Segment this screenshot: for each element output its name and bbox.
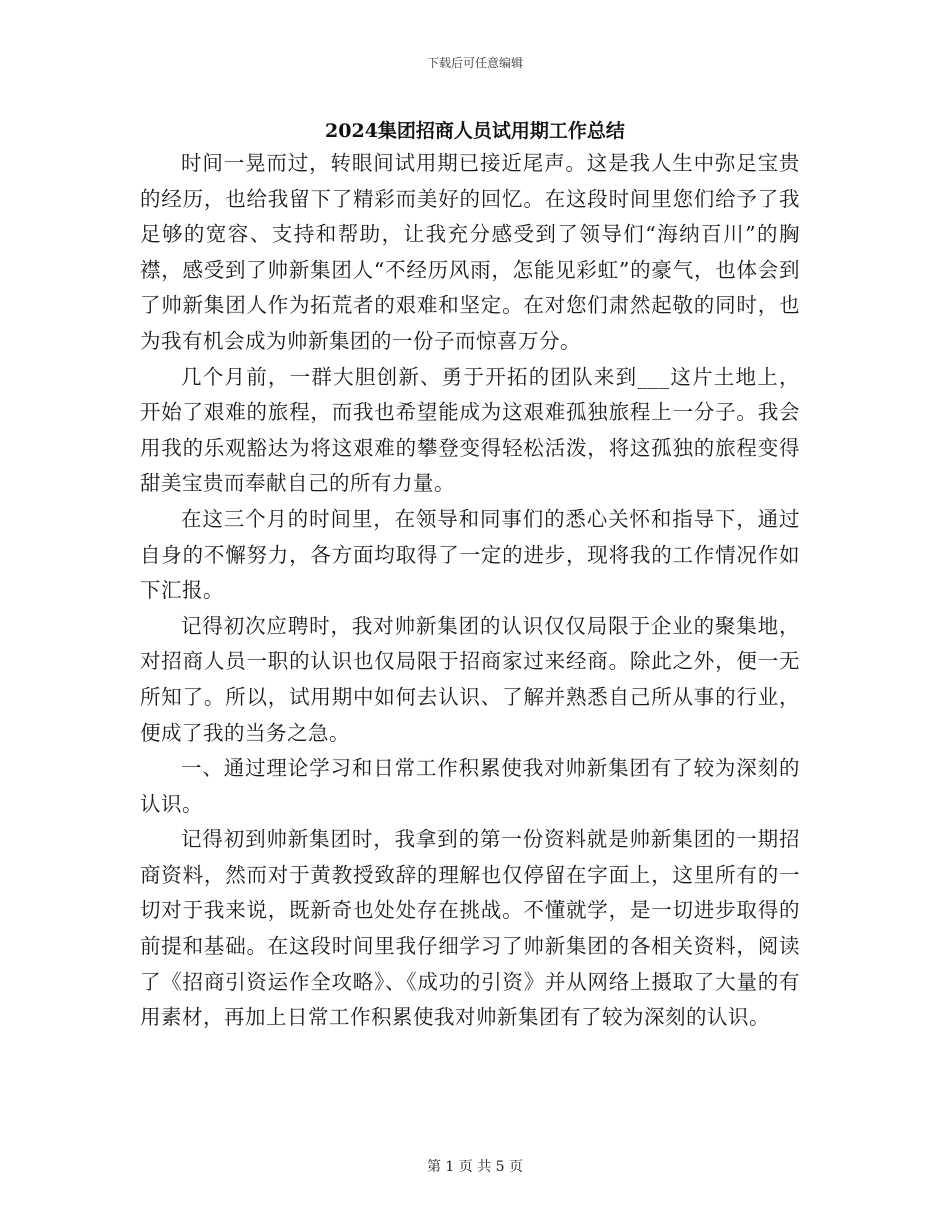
section-heading-1: 一、通过理论学习和日常工作积累使我对帅新集团有了较为深刻的认识。 [140,756,800,816]
document-title: 2024集团招商人员试用期工作总结 [325,120,625,142]
page-footer [0,1156,950,1176]
header-note: 下载后可任意编辑 [426,56,523,70]
paragraph-1: 时间一晃而过，转眼间试用期已接近尾声。这是我人生中弥足宝贵的经历，也给我留下了精彩而美好的回忆。在这段时间里您们给予了我足够的宽容、支持和帮助，让我充分感受到了领导们“海纳百川”的胸襟，感受到了帅新集团人“不经历风雨，怎能见彩虹”的豪气，也体会到了帅新集团人作为拓荒者的艰难和坚定。在对您们肃然起敬的同时，也为我有机会成为帅新集团的一份子而惊喜万分。 [140,151,800,353]
page-number-label: 第 1 页 共 5 页 [426,1159,524,1175]
paragraph-5: 记得初到帅新集团时，我拿到的第一份资料就是帅新集团的一期招商资料，然而对于黄教授致辞的理解也仅停留在字面上，这里所有的一切对于我来说，既新奇也处处存在挑战。不懂就学，是一切进步取得的前提和基础。在这段时间里我仔细学习了帅新集团的各相关资料，阅读了《招商引资运作全攻略》、《成功的引资》并从网络上摄取了大量的有用素材，再加上日常工作积累使我对帅新集团有了较为深刻的认识。 [140,827,800,1030]
paragraph-4: 记得初次应聘时，我对帅新集团的认识仅仅局限于企业的聚集地，对招商人员一职的认识也仅局限于招商家过来经商。除此之外，便一无所知了。所以，试用期中如何去认识、了解并熟悉自己所从事的行业，便成了我的当务之急。 [140,613,800,745]
document-body [140,146,800,1036]
paragraph-2: 几个月前，一群大胆创新、勇于开拓的团队来到___这片土地上，开始了艰难的旅程，而我也希望能成为这艰难孤独旅程上一分子。我会用我的乐观豁达为将这艰难的攀登变得轻松活泼，将这孤独的旅程变得甜美宝贵而奉献自己的所有力量。 [140,364,800,496]
paragraph-3: 在这三个月的时间里，在领导和同事们的悉心关怀和指导下，通过自身的不懈努力，各方面均取得了一定的进步，现将我的工作情况作如下汇报。 [140,506,800,603]
